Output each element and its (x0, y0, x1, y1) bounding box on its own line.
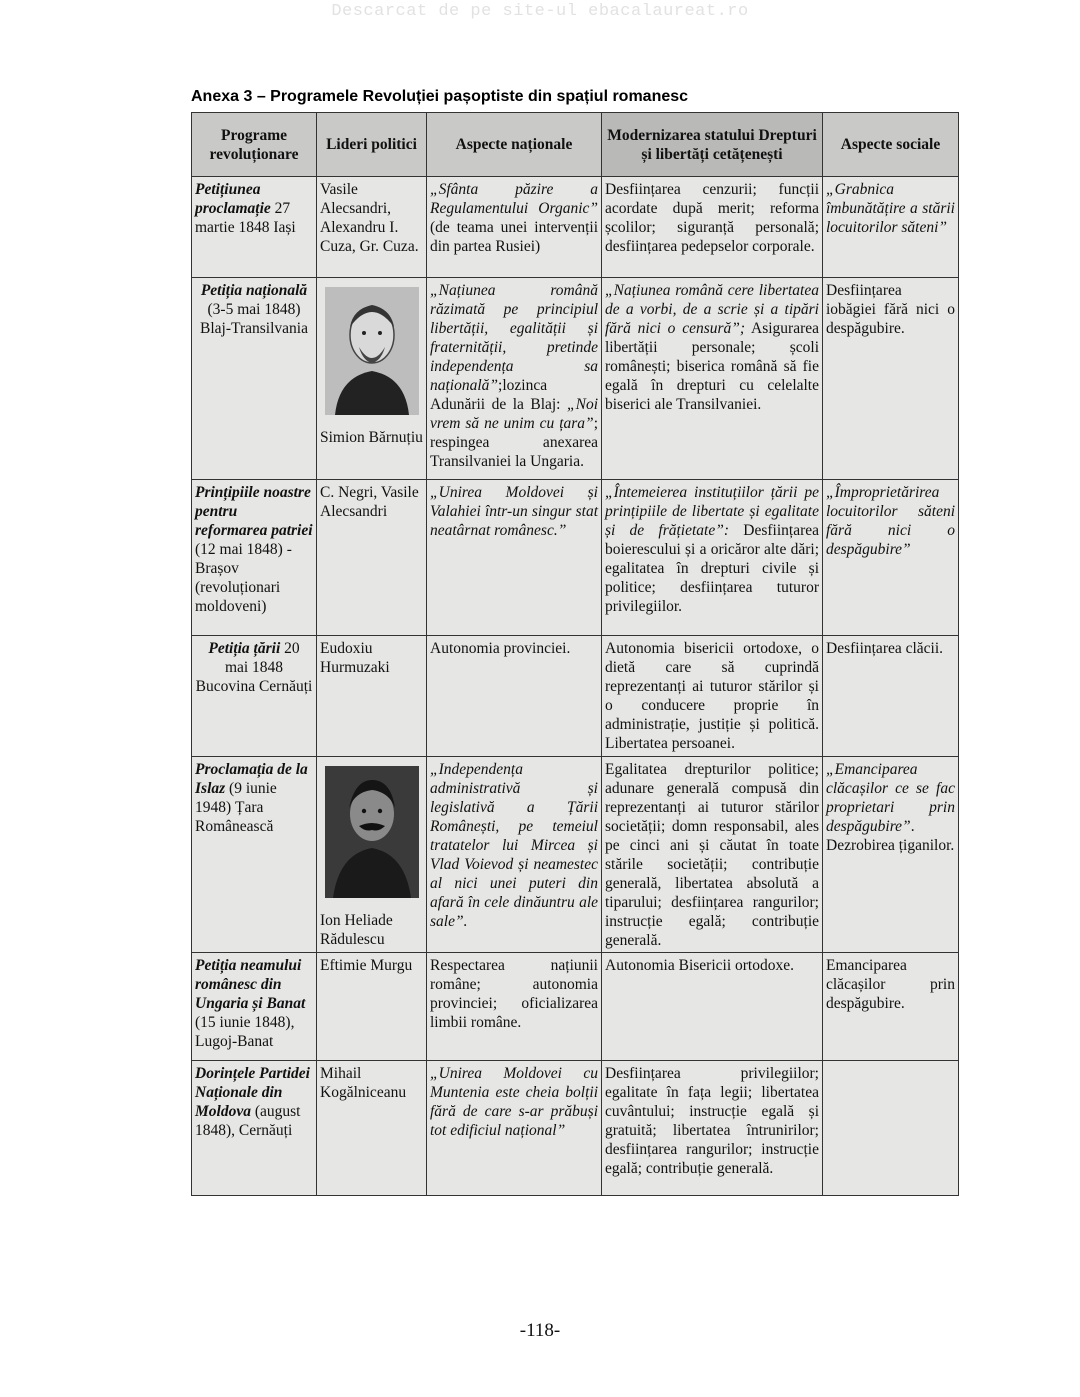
leader-cell (317, 480, 427, 636)
national-cell (427, 480, 602, 636)
leader-name: Mihail Kogălniceanu (320, 1065, 407, 1101)
program-cell (192, 480, 317, 636)
program-cell-text: 27 martie 1848 Iași (195, 200, 296, 236)
leader-portrait-image (325, 766, 419, 903)
modernization-cell (602, 480, 823, 636)
modernization-cell-text: Egalitatea drepturilor politice; adunare generală compusă din reprezentanți ai tuturor stărilor societății; domn responsabil, ales pe cinci ani și căutat în toate stările societății; contribuție generală, libertatea absolută a tiparului; desființarea rangurilor; instrucție egală; contribuție generală. (605, 761, 819, 949)
watermark: Descarcat de pe site-ul ebacalaureat.ro (331, 2, 749, 21)
national-cell-text: „Independența administrativă și legislativă a Țării Românești, pe temeiul tratatelor lui Mircea și Vlad Voievod și neamestec al nici unei puteri din afară în cele dinăuntru ale sale”. (430, 761, 598, 930)
program-cell-text: Petiția națională (200, 282, 308, 299)
leader-name: C. Negri, Vasile Alecsandri (320, 484, 419, 520)
program-cell (192, 278, 317, 480)
program-cell-text: Petițiunea proclamație (195, 181, 271, 217)
social-cell-text: „Grabnica îmbunătățire a stării locuitorilor săteni” (826, 181, 955, 236)
leader-name: Ion Heliade Rădulescu (320, 912, 393, 948)
social-cell (823, 177, 959, 278)
leader-cell (317, 953, 427, 1061)
modernization-cell (602, 636, 823, 757)
leader-name: Eudoxiu Hurmuzaki (320, 640, 390, 676)
header-social: Aspecte sociale (823, 113, 959, 177)
table-row (192, 177, 959, 278)
table-row (192, 480, 959, 636)
leader-name: Eftimie Murgu (320, 957, 413, 974)
modernization-cell (602, 278, 823, 480)
national-cell (427, 636, 602, 757)
modernization-cell (602, 953, 823, 1061)
national-cell-text: Autonomia provinciei. (430, 640, 571, 657)
header-leaders: Lideri politici (317, 113, 427, 177)
page-number: -118- (519, 1320, 561, 1341)
program-cell (192, 177, 317, 278)
table-row (192, 636, 959, 757)
social-cell-text: „Împroprietărirea locuitorilor săteni fără nici o despăgubire” (826, 484, 955, 558)
modernization-cell-text: Desființarea privilegiilor; egalitate în fața legii; libertatea cuvântului; instrucție egală și gratuită; libertatea întrunirilor; desființarea rangurilor; instrucție egală; contribuție generală. (605, 1065, 819, 1177)
program-cell-text: 20 mai 1848 Bucovina Cernăuți (195, 640, 313, 695)
leader-portrait-image (325, 287, 419, 420)
revolution-programs-table (191, 112, 959, 1196)
program-cell-text: Proclamația de la Islaz (195, 761, 308, 797)
table-header-row (192, 113, 959, 177)
program-cell-text: (august 1848), Cernăuți (195, 1103, 301, 1139)
social-cell-text: „Emanciparea clăcașilor ce se fac proprietari prin despăgubire” (826, 761, 955, 835)
national-cell-text: „Unirea Moldovei cu Muntenia este cheia bolții fără de care s-ar prăbuși tot edificiul național” (430, 1065, 598, 1139)
social-cell-text: Desființarea iobăgiei fără nici o despăgubire. (826, 282, 955, 337)
modernization-cell-text: Autonomia Bisericii ortodoxe. (605, 957, 794, 974)
leader-cell (317, 1061, 427, 1196)
program-cell (192, 757, 317, 953)
program-cell-text: (15 iunie 1848), Lugoj-Banat (195, 1014, 295, 1050)
national-cell (427, 953, 602, 1061)
leader-name: Vasile Alecsandri, Alexandru I. Cuza, Gr. Cuza. (320, 181, 419, 255)
modernization-cell (602, 1061, 823, 1196)
leader-cell (317, 177, 427, 278)
leader-cell (317, 757, 427, 953)
leader-cell (317, 278, 427, 480)
national-cell (427, 757, 602, 953)
program-cell (192, 636, 317, 757)
national-cell-text: „Națiunea română răzimată pe principiul libertății, egalității și fraternității, pretinde independența sa națională” (430, 282, 598, 394)
program-cell-text: (12 mai 1848) - Brașov (revoluționari moldoveni) (195, 541, 292, 615)
modernization-cell-text: „Întemeierea instituțiilor țării pe prințipiile de libertate și egalitate și de frățietate”: (605, 484, 819, 539)
table-row (192, 278, 959, 480)
modernization-cell-text: Desființarea boierescului și a oricăror alte dări; egalitatea în drepturi civile și politice; desființarea tuturor privilegiilor. (605, 522, 819, 615)
program-cell-text: Prințipiile noastre pentru reformarea patriei (195, 484, 313, 539)
national-cell-text: „Noi vrem să ne unim cu țara” (430, 396, 598, 432)
modernization-cell (602, 177, 823, 278)
program-cell-text: (3-5 mai 1848) Blaj-Transilvania (200, 301, 308, 337)
header-programs: Programe revoluționare (192, 113, 317, 177)
page-title: Anexa 3 – Programele Revoluției pașoptiste din spațiul romanesc (191, 88, 689, 105)
program-cell-text: Dorințele Partidei Naționale din Moldova (195, 1065, 310, 1120)
modernization-cell (602, 757, 823, 953)
leader-cell (317, 636, 427, 757)
national-cell-text: ;lozinca Adunării de la Blaj: (430, 377, 567, 413)
table-row (192, 953, 959, 1061)
social-cell-text: . Dezrobirea țiganilor. (826, 818, 955, 854)
social-cell (823, 480, 959, 636)
program-cell (192, 953, 317, 1061)
leader-name: Simion Bărnuțiu (320, 429, 423, 446)
program-cell-text: (9 iunie 1948) Țara Românească (195, 780, 277, 835)
national-cell-text: „Sfânta păzire a Regulamentului Organic” (430, 181, 598, 217)
national-cell-text: ; respingea anexarea Transilvaniei la Ungaria. (430, 415, 598, 470)
national-cell (427, 1061, 602, 1196)
social-cell (823, 636, 959, 757)
modernization-cell-text: „Națiunea română cere libertatea de a vorbi, de a scrie și a tipări fără nici o censură”; (605, 282, 819, 337)
program-cell (192, 1061, 317, 1196)
national-cell-text: Respectarea națiunii române; autonomia provinciei; oficializarea limbii române. (430, 957, 598, 1031)
program-cell-text: Petiția țării (208, 640, 281, 657)
modernization-cell-text: Asigurarea libertății personale; școli românești; biserica română să fie egală în drepturi cu celelalte biserici ale Transilvaniei. (605, 320, 820, 413)
national-cell-text: (de teama unei intervenții din partea Rusiei) (430, 219, 598, 255)
social-cell-text: Desființarea clăcii. (826, 640, 944, 657)
social-cell-text: Emanciparea clăcașilor prin despăgubire. (826, 957, 955, 1012)
header-national: Aspecte naționale (427, 113, 602, 177)
national-cell-text: „Unirea Moldovei și Valahiei într-un singur stat neatârnat românesc.” (430, 484, 598, 539)
table-row (192, 757, 959, 953)
modernization-cell-text: Autonomia bisericii ortodoxe, o dietă care să cuprindă reprezentanți ai tuturor stărilor și o conducere proprie în administrație, justiție și politică. Libertatea persoanei. (605, 640, 819, 752)
social-cell (823, 953, 959, 1061)
program-cell-text: Petiția neamului românesc din Ungaria și Banat (195, 957, 306, 1012)
national-cell (427, 177, 602, 278)
header-modernization: Modernizarea statului Drepturi și libertăți cetățenești (602, 113, 823, 177)
table-row (192, 1061, 959, 1196)
social-cell (823, 757, 959, 953)
national-cell (427, 278, 602, 480)
social-cell (823, 278, 959, 480)
social-cell (823, 1061, 959, 1196)
modernization-cell-text: Desființarea cenzurii; funcții acordate după merit; reforma școlilor; siguranță personală; desființarea pedepselor corporale. (605, 181, 819, 255)
